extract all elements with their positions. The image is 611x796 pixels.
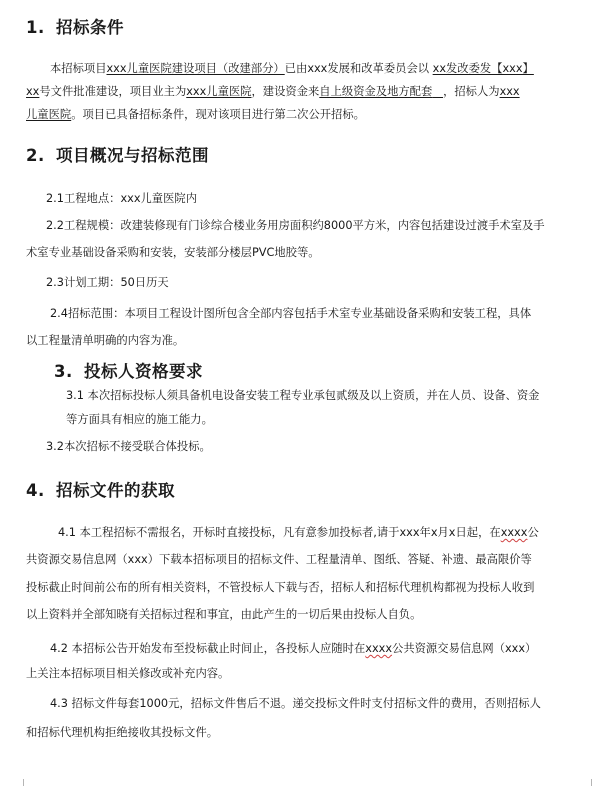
- text-run: 4.2 本招标公告开始发布至投标截止时间止，各投标人应随时在: [50, 642, 366, 655]
- section-3-number: 3.: [54, 362, 73, 381]
- section-4-number: 4.: [26, 481, 45, 500]
- platform-name: xxxx: [365, 642, 393, 655]
- section-1-title: 招标条件: [56, 18, 124, 37]
- approval-doc-number: xx发改委发【xxx】: [432, 62, 534, 75]
- item-4-1-line-4: 以上资料并全部知晓有关招标过程和事宜，由此产生的一切后果由投标人自负。: [26, 608, 422, 621]
- section-1-heading: [26, 14, 124, 38]
- doc-number-suffix: xx: [26, 85, 40, 98]
- item-2-2-line-1: 2.2工程规模：改建装修现有门诊综合楼业务用房面积约8000平方米，内容包括建设过渡手术室及手: [46, 219, 545, 232]
- platform-name: xxxx: [500, 526, 528, 539]
- item-4-2-line-2: 上关注本招标项目相关修改或补充内容。: [26, 667, 230, 680]
- section-1-para-line-1: [50, 62, 534, 76]
- tenderer-name: xxx: [499, 85, 520, 98]
- section-3-heading: [54, 358, 203, 382]
- project-owner: xxx儿童医院: [186, 85, 252, 98]
- section-1-para-line-3: [26, 108, 365, 122]
- text-run: 本招标项目: [50, 62, 107, 75]
- item-2-3: 2.3计划工期：50日历天: [46, 276, 169, 289]
- tenderer-name: 儿童医院: [26, 108, 72, 121]
- section-2-title: 项目概况与招标范围: [56, 146, 209, 165]
- text-run: 。项目已具备招标条件，现对该项目进行第二次公开招标。: [71, 108, 365, 121]
- text-run: 公共资源交易信息网（xxx）: [392, 642, 537, 655]
- section-1-para-line-2: [26, 85, 520, 99]
- item-3-1-line-1: 3.1 本次招标投标人须具备机电设备安装工程专业承包贰级及以上资质，并在人员、设备、资金: [66, 389, 540, 402]
- item-3-1-line-2: 等方面具有相应的施工能力。: [66, 413, 213, 426]
- fund-source: 自上级资金及地方配套: [319, 85, 433, 98]
- item-3-2: 3.2本次招标不接受联合体投标。: [46, 440, 211, 453]
- margin-marker-left: [16, 779, 24, 786]
- text-run: 号文件批准建设，项目业主为: [39, 85, 187, 98]
- item-2-2-line-2: 术室专业基础设备采购和安装，安装部分楼层PVC地胶等。: [26, 246, 320, 259]
- item-4-1-line-2: 共资源交易信息网（xxx）下载本招标项目的招标文件、工程量清单、图纸、答疑、补遗、最高限价等: [26, 553, 532, 566]
- margin-marker-right: [591, 779, 599, 786]
- item-4-1-line-1: [58, 526, 539, 540]
- item-2-1: 2.1工程地点：xxx儿童医院内: [46, 192, 197, 205]
- item-4-3-line-2: 和招标代理机构拒绝接收其投标文件。: [26, 726, 219, 739]
- text-run: 公: [527, 526, 539, 539]
- section-4-title: 招标文件的获取: [56, 481, 175, 500]
- project-name: xxx儿童医院建设项目（改建部分）: [106, 62, 285, 75]
- text-run: 4.1 本工程招标不需报名，开标时直接投标，凡有意参加投标者,请于xxx年x月x日起，在: [58, 526, 501, 539]
- item-4-2-line-1: [50, 642, 536, 656]
- section-2-heading: [26, 142, 209, 166]
- text-run: 已由xxx发展和改革委员会以: [284, 62, 433, 75]
- section-1-number: 1.: [26, 18, 45, 37]
- section-3-title: 投标人资格要求: [84, 362, 203, 381]
- text-run: ，招标人为: [443, 85, 500, 98]
- section-4-heading: [26, 477, 175, 501]
- section-2-number: 2.: [26, 146, 45, 165]
- item-4-3-line-1: 4.3 招标文件每套1000元，招标文件售后不退。递交投标文件时支付招标文件的费用，否则招标人: [50, 697, 541, 710]
- text-run: ，建设资金来: [251, 85, 320, 98]
- item-2-4-line-2: 以工程量清单明确的内容为准。: [26, 334, 185, 347]
- item-2-4-line-1: 2.4招标范围：本项目工程设计图所包含全部内容包括手术室专业基础设备采购和安装工程，具体: [50, 307, 532, 320]
- item-4-1-line-3: 投标截止时间前公布的所有相关资料，不管投标人下载与否，招标人和招标代理机构都视为投标人收到: [26, 581, 535, 594]
